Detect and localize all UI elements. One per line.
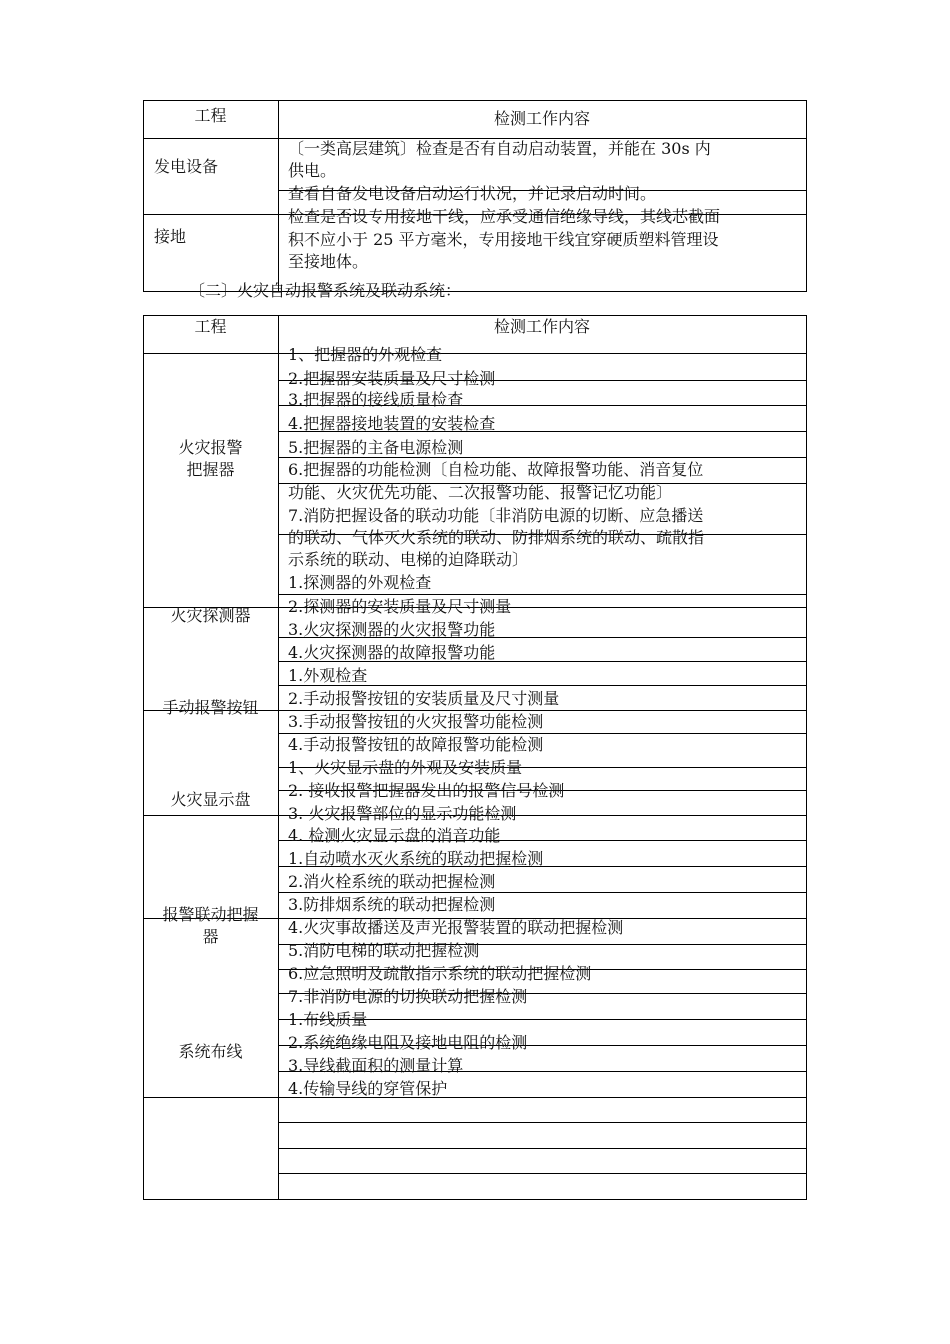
check-item: 1、把握器的外观检查: [288, 345, 443, 364]
check-item: 4. 检测火灾显示盘的消音功能: [288, 826, 501, 845]
check-item: 5.消防电梯的联动把握检测: [288, 941, 480, 960]
table-rule: [278, 1148, 806, 1149]
check-item: 3.导线截面积的测量计算: [288, 1056, 464, 1075]
check-item: 1.布线质量: [288, 1010, 368, 1029]
check-item: 5.把握器的主备电源检测: [288, 438, 464, 457]
check-item: 2.手动报警按钮的安装质量及尺寸测量: [288, 689, 560, 708]
check-item: 1.探测器的外观检查: [288, 573, 432, 592]
check-item: 4.火灾事故播送及声光报警装置的联动把握检测: [288, 918, 624, 937]
check-item: 7.消防把握设备的联动功能〔非消防电源的切断、应急播送: [288, 506, 704, 525]
grounding-text-line: 检查是否设专用接地干线，应承受通信绝缘导线，其线芯截面: [288, 207, 721, 226]
check-item: 6.应急照明及疏散指示系统的联动把握检测: [288, 964, 592, 983]
check-item: 2.系统绝缘电阻及接地电阻的检测: [288, 1033, 528, 1052]
row-label-grounding: 接地: [154, 227, 187, 246]
table-rule: [143, 353, 806, 354]
group-label-linkage-controller: 器: [202, 927, 219, 946]
check-item: 2. 接收报警把握器发出的报警信号检测: [288, 781, 565, 800]
table-rule: [278, 315, 279, 1200]
table-rule: [143, 100, 144, 292]
check-item: 4.传输导线的穿管保护: [288, 1079, 448, 1098]
check-item: 3. 火灾报警部位的显示功能检测: [288, 804, 517, 823]
table-rule: [143, 1199, 806, 1200]
table1-header-content: 检测工作内容: [493, 109, 590, 128]
row-label-generator: 发电设备: [154, 157, 219, 176]
table2-header-content: 检测工作内容: [493, 317, 590, 336]
check-item: 2.消火栓系统的联动把握检测: [288, 872, 496, 891]
check-item: 2.探测器的安装质量及尺寸测量: [288, 597, 512, 616]
table-rule: [278, 594, 806, 595]
group-label-fire-alarm-controller: 把握器: [186, 460, 235, 479]
table-rule: [278, 1173, 806, 1174]
group-label-fire-alarm-controller: 火灾报警: [178, 438, 243, 457]
check-item: 7.非消防电源的切换联动把握检测: [288, 987, 528, 1006]
generator-text-line: 供电。: [288, 161, 337, 180]
table1-header-project: 工程: [194, 106, 227, 125]
group-label-fire-display-panel: 火灾显示盘: [170, 790, 251, 809]
check-item: 4.把握器接地装置的安装检查: [288, 414, 496, 433]
check-item: 3.防排烟系统的联动把握检测: [288, 895, 496, 914]
table-rule: [278, 1122, 806, 1123]
check-item: 1.自动喷水灭火系统的联动把握检测: [288, 849, 544, 868]
check-item: 3.火灾探测器的火灾报警功能: [288, 620, 496, 639]
table-rule: [143, 1097, 806, 1098]
grounding-text-line: 至接地体。: [288, 252, 369, 271]
check-item: 3.手动报警按钮的火灾报警功能检测: [288, 712, 544, 731]
group-label-manual-alarm-button: 手动报警按钮: [162, 698, 259, 717]
generator-text-line: 〔一类高层建筑〕检查是否有自动启动装置，并能在 30s 内: [288, 139, 711, 158]
check-item: 功能、火灾优先功能、二次报警功能、报警记忆功能〕: [288, 483, 673, 502]
check-item: 3.把握器的接线质量检查: [288, 390, 464, 409]
check-item: 1.外观检查: [288, 666, 368, 685]
group-label-fire-detector: 火灾探测器: [170, 606, 251, 625]
table-rule: [806, 100, 807, 292]
check-item: 的联动、气体灭火系统的联动、防排烟系统的联动、疏散指: [288, 528, 705, 547]
check-item: 2.把握器安装质量及尺寸检测: [288, 369, 496, 388]
group-label-system-wiring: 系统布线: [178, 1042, 243, 1061]
check-item: 4.火灾探测器的故障报警功能: [288, 643, 496, 662]
table-rule: [806, 315, 807, 1200]
check-item: 示系统的联动、电梯的迫降联动〕: [288, 550, 529, 569]
grounding-text-line: 积不应小于 25 平方毫米，专用接地干线宜穿硬质塑料管理设: [288, 230, 719, 249]
table-rule: [143, 100, 806, 101]
generator-text-line: 查看自备发电设备启动运行状况，并记录启动时间。: [288, 184, 657, 203]
group-label-linkage-controller: 报警联动把握: [162, 905, 259, 924]
check-item: 4.手动报警按钮的故障报警功能检测: [288, 735, 544, 754]
table2-header-project: 工程: [194, 317, 227, 336]
section-title: 〔二〕火灾自动报警系统及联动系统：: [189, 281, 462, 300]
check-item: 1、火灾显示盘的外观及安装质量: [288, 758, 523, 777]
check-item: 6.把握器的功能检测〔自检功能、故障报警功能、消音复位: [288, 460, 704, 479]
